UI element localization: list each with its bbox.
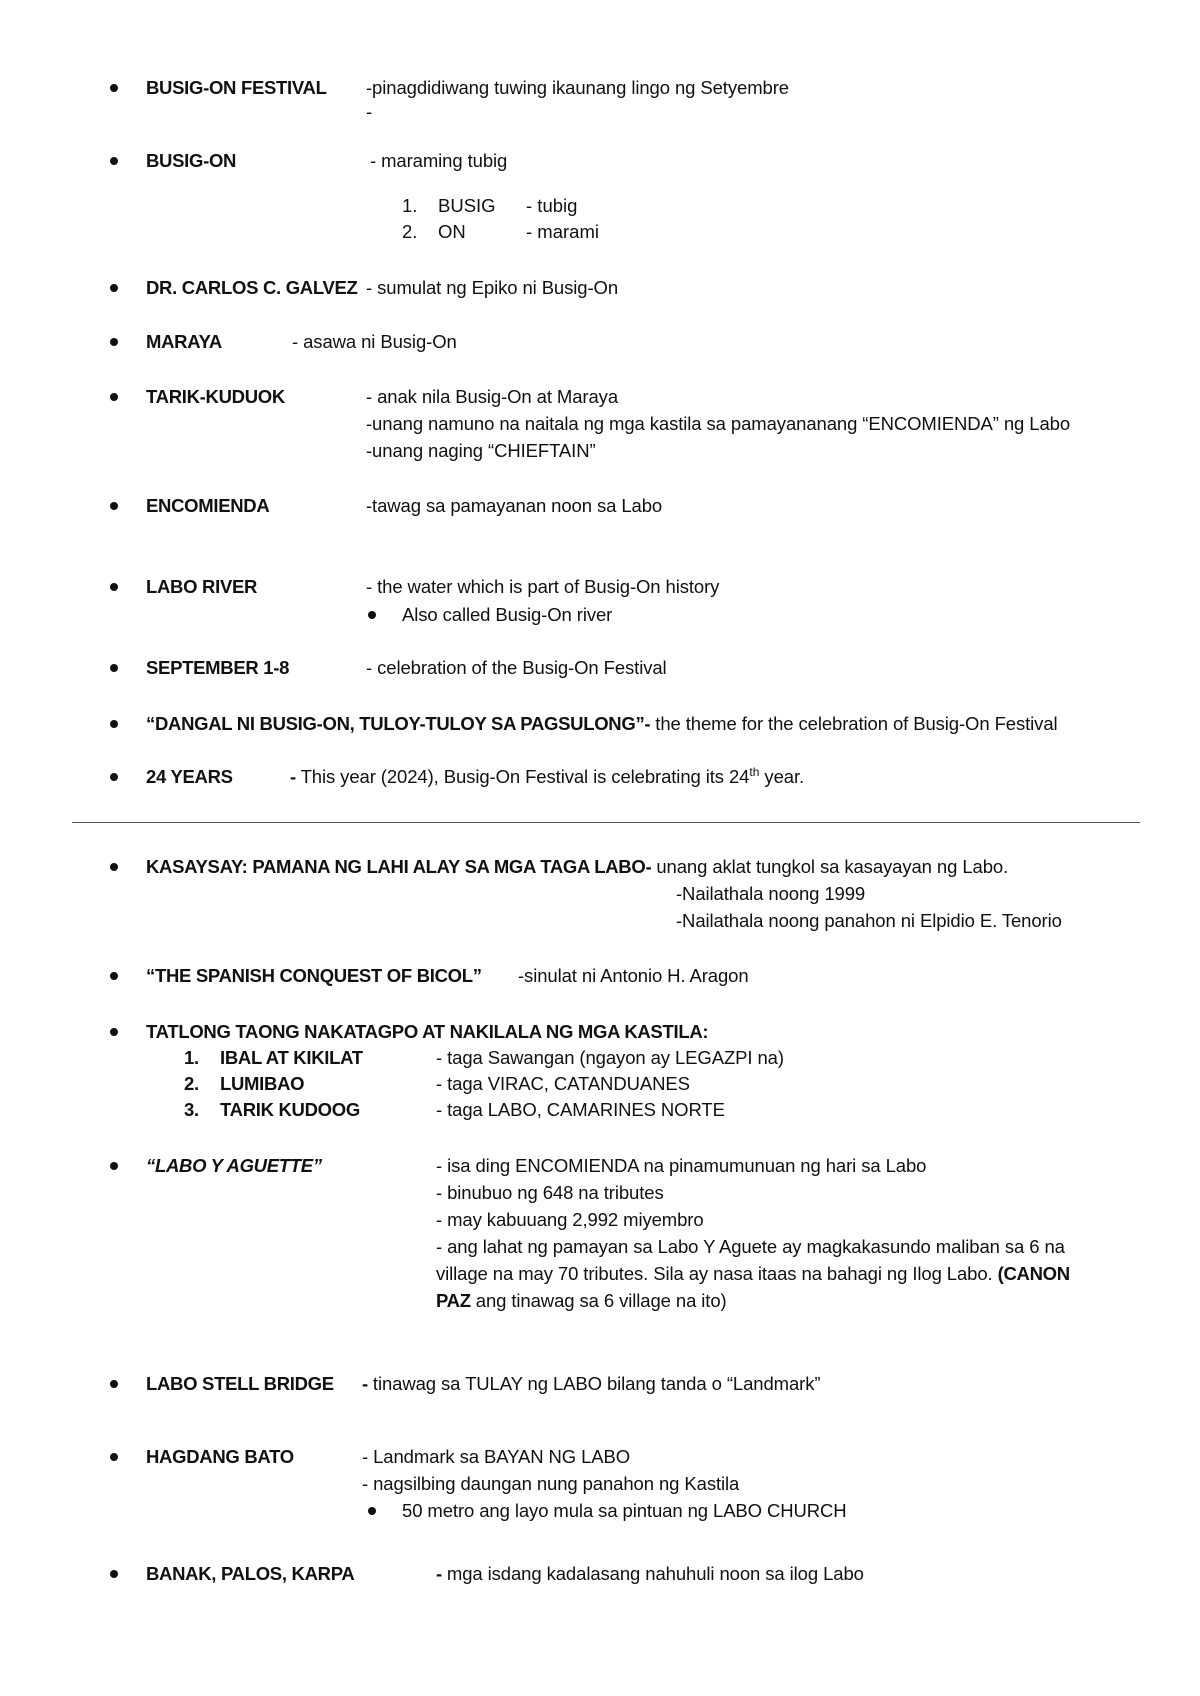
sub-bullet: [368, 611, 376, 619]
desc-lumibao: - taga VIRAC, CATANDUANES: [436, 1073, 690, 1094]
sub-labo-river: Also called Busig-On river: [402, 604, 613, 625]
term-kasaysay: KASAYSAY: PAMANA NG LAHI ALAY SA MGA TAGA LABO-: [146, 856, 652, 877]
term-tatlong-taong: TATLONG TAONG NAKATAGPO AT NAKILALA NG MGA KASTILA:: [146, 1021, 709, 1042]
bullet: [110, 338, 118, 346]
desc-aguette-line-4: - ang lahat ng pamayan sa Labo Y Aguete ay magkakasundo maliban sa 6 na: [436, 1236, 1065, 1257]
list-number: 2.: [402, 221, 418, 242]
desc-aguette-line-3: - may kabuuang 2,992 miyembro: [436, 1209, 704, 1230]
desc-24-years-end: year.: [759, 766, 805, 787]
section-divider: [72, 822, 1140, 823]
term-galvez: DR. CARLOS C. GALVEZ: [146, 277, 358, 298]
term-labo-river: LABO RIVER: [146, 576, 258, 597]
term-encomienda: ENCOMIENDA: [146, 495, 270, 516]
list-number: 1.: [402, 195, 418, 216]
bullet: [110, 1380, 118, 1388]
desc-ibal-kikilat: - taga Sawangan (ngayon ay LEGAZPI na): [436, 1047, 784, 1068]
desc-tarik-line-1: - anak nila Busig-On at Maraya: [366, 386, 619, 407]
term-tarik-kuduok: TARIK-KUDUOK: [146, 386, 285, 407]
bullet: [110, 583, 118, 591]
dash: -: [436, 1563, 442, 1584]
desc-busigon-festival: -pinagdidiwang tuwing ikaunang lingo ng Setyembre: [366, 77, 789, 98]
desc-labo-bridge-text: tinawag sa TULAY ng LABO bilang tanda o “Landmark”: [367, 1373, 821, 1394]
desc-spanish-conquest: -sinulat ni Antonio H. Aragon: [518, 965, 749, 986]
term-hagdang-bato: HAGDANG BATO: [146, 1446, 294, 1467]
desc-aguette-line-2: - binubuo ng 648 na tributes: [436, 1182, 664, 1203]
bullet: [110, 1028, 118, 1036]
bullet: [110, 863, 118, 871]
desc-tarik-line-3: -unang naging “CHIEFTAIN”: [366, 440, 596, 461]
bullet: [110, 84, 118, 92]
desc-busigon: - maraming tubig: [370, 150, 508, 171]
desc-banak: [436, 1562, 864, 1586]
desc-labo-river: - the water which is part of Busig-On history: [366, 576, 720, 597]
term-banak-palos-karpa: BANAK, PALOS, KARPA: [146, 1563, 355, 1584]
bullet: [110, 1162, 118, 1170]
term-busigon-festival: BUSIG-ON FESTIVAL: [146, 77, 327, 98]
sub-hagdang: 50 metro ang layo mula sa pintuan ng LABO CHURCH: [402, 1500, 847, 1521]
desc-busigon-festival-extra: -: [366, 101, 373, 122]
desc-kasaysay-line-1: -Nailathala noong 1999: [676, 883, 866, 904]
term-24-years: 24 YEARS: [146, 766, 233, 787]
desc-tarik-kudoog: - taga LABO, CAMARINES NORTE: [436, 1099, 725, 1120]
name-tarik-kudoog: TARIK KUDOOG: [220, 1099, 360, 1120]
desc-encomienda: -tawag sa pamayanan noon sa Labo: [366, 495, 663, 516]
sub-bullet: [368, 1507, 376, 1515]
list-number: 1.: [184, 1047, 199, 1068]
desc-theme: the theme for the celebration of Busig-On Festival: [650, 713, 1058, 734]
name-ibal-kikilat: IBAL AT KIKILAT: [220, 1047, 363, 1068]
desc-hagdang-line-1: - Landmark sa BAYAN NG LABO: [362, 1446, 631, 1467]
bullet: [110, 1453, 118, 1461]
dash: -: [290, 766, 296, 787]
desc-september: - celebration of the Busig-On Festival: [366, 657, 667, 678]
term-spanish-conquest: “THE SPANISH CONQUEST OF BICOL”: [146, 965, 482, 986]
bullet: [110, 773, 118, 781]
canon-label: (CANON: [997, 1263, 1070, 1284]
desc-galvez: - sumulat ng Epiko ni Busig-On: [366, 277, 619, 298]
desc-aguette-line-6: [436, 1289, 727, 1313]
desc-aguette-text: village na may 70 tributes. Sila ay nasa itaas na bahagi ng Ilog Labo.: [436, 1263, 998, 1284]
desc-maraya: - asawa ni Busig-On: [292, 331, 457, 352]
desc-hagdang-line-2: - nagsilbing daungan nung panahon ng Kastila: [362, 1473, 740, 1494]
bullet: [110, 502, 118, 510]
term-theme: “DANGAL NI BUSIG-ON, TULOY-TULOY SA PAGSULONG”-: [146, 713, 651, 734]
paz-label: PAZ: [436, 1290, 471, 1311]
desc-tarik-line-2: -unang namuno na naitala ng mga kastila sa pamayananang “ENCOMIENDA” ng Labo: [366, 413, 1071, 434]
sub-word-on: ON: [438, 221, 466, 242]
desc-banak-text: mga isdang kadalasang nahuhuli noon sa ilog Labo: [441, 1563, 864, 1584]
term-maraya: MARAYA: [146, 331, 222, 352]
desc-aguette-tail: ang tinawag sa 6 village na ito): [470, 1290, 727, 1311]
theme-line: [146, 712, 1058, 736]
term-busigon: BUSIG-ON: [146, 150, 237, 171]
bullet: [110, 284, 118, 292]
sub-word-busig: BUSIG: [438, 195, 496, 216]
bullet: [110, 393, 118, 401]
kasaysay-line: [146, 855, 1008, 879]
bullet: [110, 157, 118, 165]
name-lumibao: LUMIBAO: [220, 1073, 305, 1094]
term-labo-bridge: LABO STELL BRIDGE: [146, 1373, 334, 1394]
bullet: [110, 720, 118, 728]
desc-24-years: [290, 765, 804, 789]
desc-24-years-text: This year (2024), Busig-On Festival is celebrating its 24: [295, 766, 750, 787]
sub-meaning-tubig: - tubig: [526, 195, 578, 216]
desc-kasaysay-line-2: -Nailathala noong panahon ni Elpidio E. Tenorio: [676, 910, 1062, 931]
desc-aguette-line-5: [436, 1262, 1070, 1286]
bullet: [110, 972, 118, 980]
desc-aguette-line-1: - isa ding ENCOMIENDA na pinamumunuan ng hari sa Labo: [436, 1155, 927, 1176]
bullet: [110, 1570, 118, 1578]
bullet: [110, 664, 118, 672]
list-number: 2.: [184, 1073, 199, 1094]
term-september: SEPTEMBER 1-8: [146, 657, 290, 678]
desc-labo-bridge: [362, 1372, 820, 1396]
ordinal-suffix: th: [749, 764, 760, 779]
desc-kasaysay: unang aklat tungkol sa kasayayan ng Labo.: [651, 856, 1009, 877]
list-number: 3.: [184, 1099, 199, 1120]
dash: -: [362, 1373, 368, 1394]
sub-meaning-marami: - marami: [526, 221, 599, 242]
term-labo-y-aguette: “LABO Y AGUETTE”: [146, 1155, 322, 1176]
